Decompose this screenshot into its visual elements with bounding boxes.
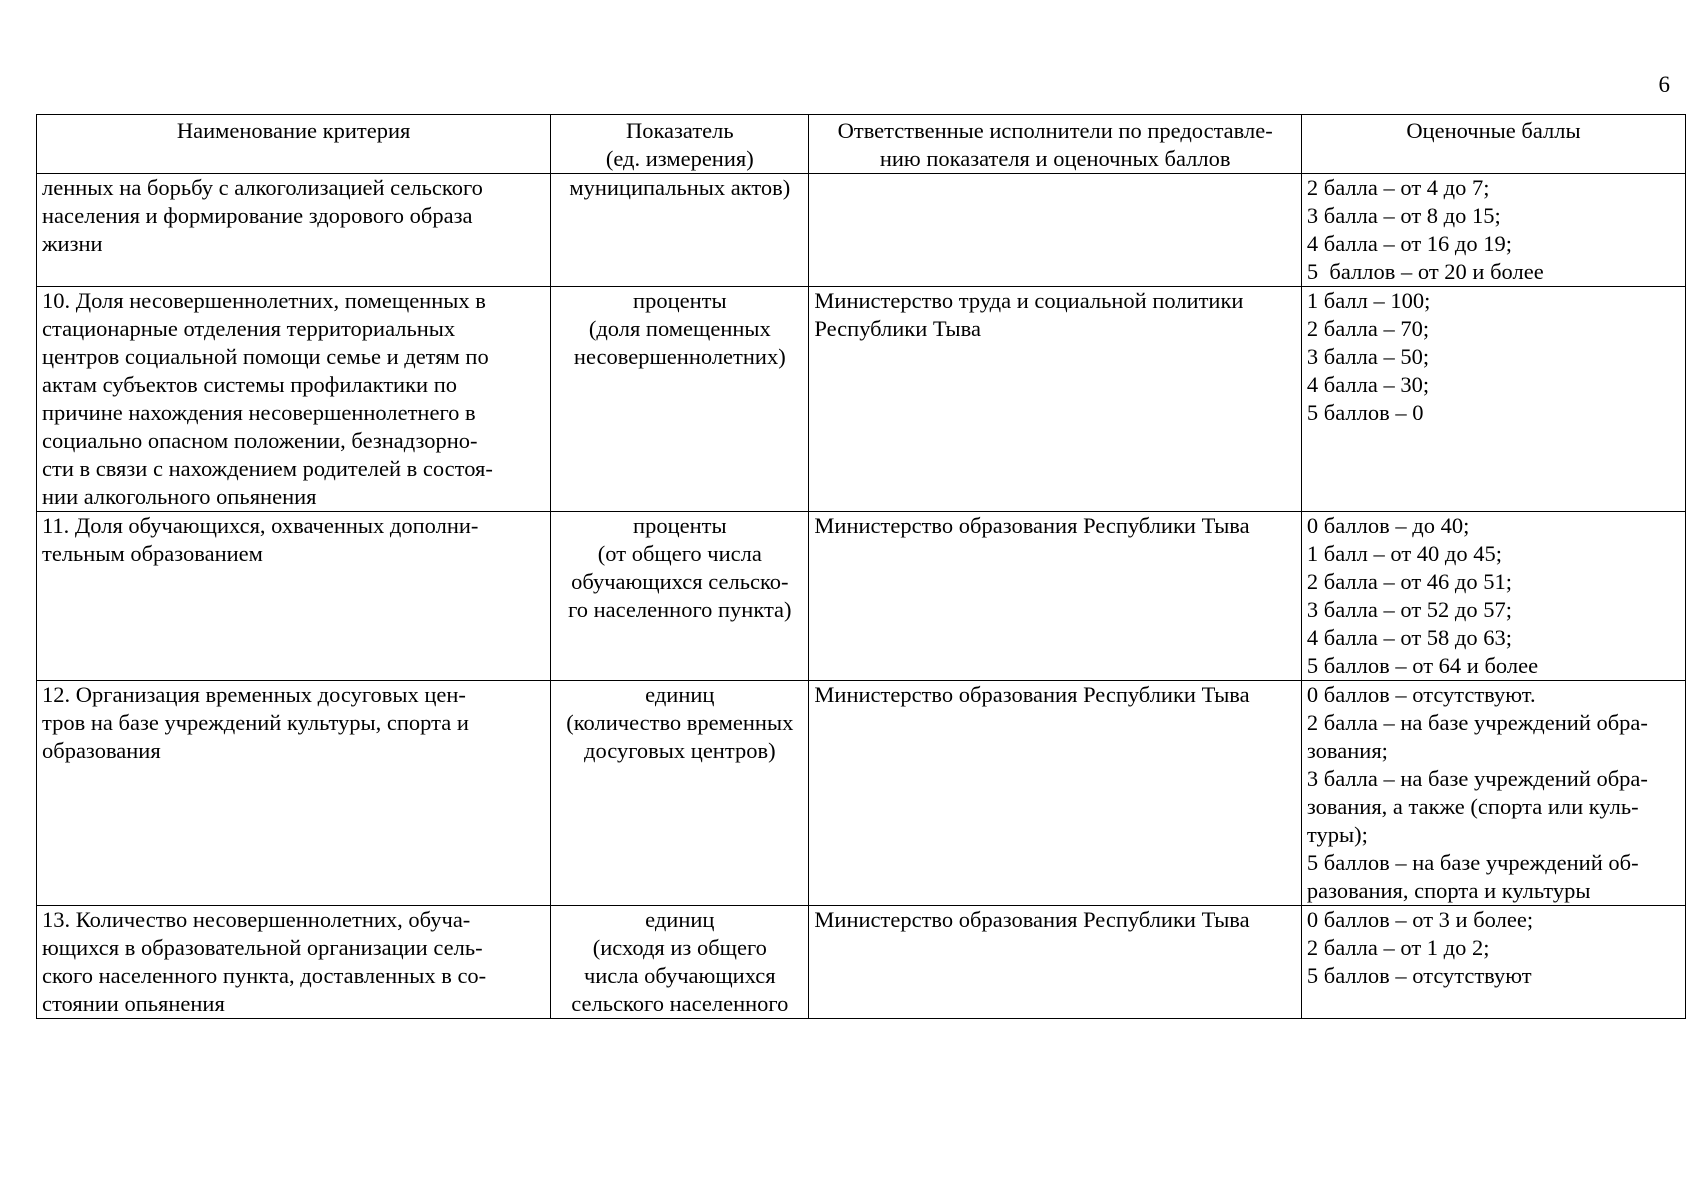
- scores-line: 1 балл – 100;: [1306, 288, 1431, 313]
- scores-line: 4 балла – от 16 до 19;: [1306, 231, 1512, 256]
- criterion-name-line: образования: [42, 738, 161, 763]
- scores-line: 5 баллов – от 20 и более: [1306, 259, 1544, 284]
- criterion-name-line: тров на базе учреждений культуры, спорта и: [42, 710, 469, 735]
- criterion-name-cell: [37, 681, 551, 906]
- scores-cell: [1301, 287, 1685, 512]
- indicator-line: проценты: [633, 513, 727, 538]
- scores-line: 4 балла – от 58 до 63;: [1306, 625, 1512, 650]
- criterion-name-line: жизни: [42, 231, 103, 256]
- table-row: [37, 906, 1686, 1019]
- criterion-name-line: социально опасном положении, безнадзорно-: [42, 428, 478, 453]
- indicator-line: единиц: [645, 682, 715, 707]
- criterion-name-line: населения и формирование здорового образа: [42, 203, 473, 228]
- criterion-name-line: 12. Организация временных досуговых цен-: [42, 682, 466, 707]
- criterion-name-line: нии алкогольного опьянения: [42, 484, 317, 509]
- header-scores: Оценочные баллы: [1301, 115, 1685, 174]
- indicator-cell: [551, 512, 809, 681]
- responsible-executor-line: Министерство труда и социальной политики: [814, 288, 1244, 313]
- scores-line: разования, спорта и культуры: [1306, 878, 1591, 903]
- criterion-name-cell: [37, 906, 551, 1019]
- indicator-line: муниципальных актов): [569, 175, 791, 200]
- criterion-name-line: стационарные отделения территориальных: [42, 316, 456, 341]
- criterion-name-line: стоянии опьянения: [42, 991, 225, 1016]
- indicator-line: (доля помещенных: [588, 316, 771, 341]
- criteria-table: [36, 114, 1686, 1019]
- responsible-executor-cell: [809, 512, 1302, 681]
- table-row: [37, 512, 1686, 681]
- scores-line: 2 балла – от 46 до 51;: [1306, 569, 1512, 594]
- scores-line: 0 баллов – от 3 и более;: [1306, 907, 1534, 932]
- indicator-line: (исходя из общего: [592, 935, 767, 960]
- scores-line: 2 балла – от 4 до 7;: [1306, 175, 1490, 200]
- indicator-line: досуговых центров): [584, 738, 776, 763]
- indicator-cell: [551, 174, 809, 287]
- scores-line: 0 баллов – до 40;: [1306, 513, 1470, 538]
- responsible-executor-cell: [809, 906, 1302, 1019]
- criterion-name-line: актам субъектов системы профилактики по: [42, 372, 457, 397]
- scores-line: зования, а также (спорта или куль-: [1306, 794, 1639, 819]
- scores-line: 2 балла – на базе учреждений обра-: [1306, 710, 1648, 735]
- header-indicator: Показатель (ед. измерения): [551, 115, 809, 174]
- criterion-name-line: причине нахождения несовершеннолетнего в: [42, 400, 476, 425]
- indicator-cell: [551, 906, 809, 1019]
- scores-line: 3 балла – от 52 до 57;: [1306, 597, 1512, 622]
- scores-line: 2 балла – 70;: [1306, 316, 1430, 341]
- scores-line: 1 балл – от 40 до 45;: [1306, 541, 1502, 566]
- indicator-cell: [551, 681, 809, 906]
- indicator-line: сельского населенного: [571, 991, 789, 1016]
- page-number: 6: [1658, 72, 1670, 97]
- indicator-line: проценты: [633, 288, 727, 313]
- scores-line: 4 балла – 30;: [1306, 372, 1430, 397]
- criterion-name-line: ющихся в образовательной организации сель-: [42, 935, 483, 960]
- indicator-line: единиц: [645, 907, 715, 932]
- scores-line: 3 балла – от 8 до 15;: [1306, 203, 1501, 228]
- criterion-name-line: центров социальной помощи семье и детям по: [42, 344, 489, 369]
- responsible-executor-line: Министерство образования Республики Тыва: [814, 513, 1250, 538]
- scores-line: 2 балла – от 1 до 2;: [1306, 935, 1490, 960]
- responsible-executor-line: Министерство образования Республики Тыва: [814, 682, 1250, 707]
- table-row: [37, 174, 1686, 287]
- criterion-name-line: ленных на борьбу с алкоголизацией сельского: [42, 175, 483, 200]
- scores-line: 5 баллов – 0: [1306, 400, 1424, 425]
- criterion-name-cell: [37, 287, 551, 512]
- indicator-line: (количество временных: [566, 710, 794, 735]
- indicator-line: числа обучающихся: [583, 963, 776, 988]
- scores-line: зования;: [1306, 738, 1388, 763]
- indicator-line: обучающихся сельско-: [571, 569, 789, 594]
- criterion-name-line: ского населенного пункта, доставленных в со-: [42, 963, 487, 988]
- responsible-executor-cell: [809, 681, 1302, 906]
- scores-line: 3 балла – на базе учреждений обра-: [1306, 766, 1648, 791]
- criterion-name-line: 10. Доля несовершеннолетних, помещенных в: [42, 288, 486, 313]
- indicator-line: несовершеннолетних): [573, 344, 786, 369]
- scores-line: 5 баллов – от 64 и более: [1306, 653, 1539, 678]
- scores-cell: [1301, 681, 1685, 906]
- table-row: [37, 287, 1686, 512]
- criterion-name-cell: [37, 512, 551, 681]
- table-header-row: [37, 115, 1686, 174]
- scores-cell: [1301, 906, 1685, 1019]
- responsible-executor-line: Республики Тыва: [814, 316, 981, 341]
- responsible-executor-cell: [809, 174, 1302, 287]
- criterion-name-line: 11. Доля обучающихся, охваченных дополни-: [42, 513, 479, 538]
- header-criterion-name: Наименование критерия: [37, 115, 551, 174]
- indicator-line: го населенного пункта): [568, 597, 792, 622]
- scores-cell: [1301, 174, 1685, 287]
- indicator-cell: [551, 287, 809, 512]
- table-row: [37, 681, 1686, 906]
- scores-line: туры);: [1306, 822, 1368, 847]
- criterion-name-line: 13. Количество несовершеннолетних, обуча-: [42, 907, 471, 932]
- header-responsible-executors: Ответственные исполнители по предоставле- нию показателя и оценочных баллов: [809, 115, 1302, 174]
- criterion-name-line: тельным образованием: [42, 541, 263, 566]
- criterion-name-line: сти в связи с нахождением родителей в состоя-: [42, 456, 493, 481]
- responsible-executor-line: Министерство образования Республики Тыва: [814, 907, 1250, 932]
- scores-line: 3 балла – 50;: [1306, 344, 1430, 369]
- scores-line: 5 баллов – отсутствуют: [1306, 963, 1532, 988]
- scores-line: 0 баллов – отсутствуют.: [1306, 682, 1536, 707]
- responsible-executor-cell: [809, 287, 1302, 512]
- scores-cell: [1301, 512, 1685, 681]
- scores-line: 5 баллов – на базе учреждений об-: [1306, 850, 1639, 875]
- indicator-line: (от общего числа: [597, 541, 762, 566]
- criterion-name-cell: [37, 174, 551, 287]
